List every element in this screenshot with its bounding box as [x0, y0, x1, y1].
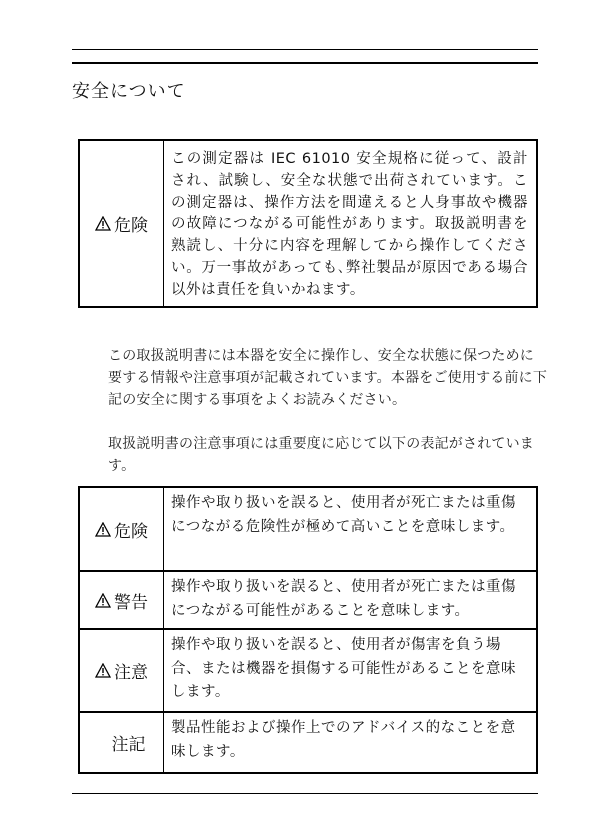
notation-label-cell: [80, 572, 164, 628]
intro-paragraph-1: この取扱説明書には本器を安全に操作し、安全な状態に保つために要する情報や注意事項が記載されています。本器をご使用する前に下記の安全に関する事項をよくお読みください。: [108, 348, 548, 408]
notation-label-cell: [80, 630, 164, 711]
notation-description: 製品性能および操作上でのアドバイス的なことを意味します。: [171, 720, 516, 760]
notation-description: 操作や取り扱いを誤ると、使用者が傷害を負う場合、または機器を損傷する可能性があることを意味します。: [171, 637, 516, 700]
footer-rule: [72, 793, 538, 794]
notation-label-text: 注記: [111, 735, 146, 755]
danger-label: [95, 211, 148, 236]
notation-label-text: 危険: [114, 521, 148, 542]
header-rule-thick: [72, 62, 538, 64]
notation-label: [95, 588, 148, 613]
notation-label: [95, 658, 148, 683]
danger-notice-text: この測定器は IEC 61010 安全規格に従って、設計され、試験し、安全な状態で出荷されています。この測定器は、操作方法を間違えると人身事故や機器の故障につながる可能性があります。取扱説明書を熟読し、十分に内容を理解してから操作してください。万一事故があっても､弊社製品が原因である場合以外は責任を負いかねます。: [171, 151, 528, 298]
warning-triangle-icon: [95, 593, 111, 608]
notation-label: [95, 517, 148, 542]
header-rule-thin: [72, 49, 538, 50]
notation-label: [98, 730, 146, 755]
warning-triangle-icon: [95, 522, 111, 537]
danger-label-text: 危険: [114, 216, 148, 236]
notation-row-danger: [80, 488, 536, 570]
notation-label-cell: [80, 713, 164, 772]
notation-description: 操作や取り扱いを誤ると、使用者が死亡または重傷につながる可能性があることを意味します。: [171, 579, 516, 619]
notation-label-cell: [80, 488, 164, 570]
notation-label-text: 注意: [114, 663, 148, 683]
intro-paragraph-2: 取扱説明書の注意事項には重要度に応じて以下の表記がされています。: [108, 436, 534, 474]
danger-notice-box: [78, 139, 538, 308]
warning-triangle-icon: [95, 663, 111, 678]
notation-row-warning: [80, 570, 536, 628]
danger-label-cell: [80, 141, 164, 306]
notation-row-caution: [80, 628, 536, 711]
warning-triangle-icon: [95, 216, 111, 231]
section-title: 安全について: [72, 81, 186, 102]
notation-row-note: [80, 711, 536, 772]
notation-label-text: 警告: [114, 592, 148, 613]
notation-description: 操作や取り扱いを誤ると、使用者が死亡または重傷につながる危険性が極めて高いことを意味します。: [171, 495, 516, 535]
notation-table: [78, 486, 538, 774]
